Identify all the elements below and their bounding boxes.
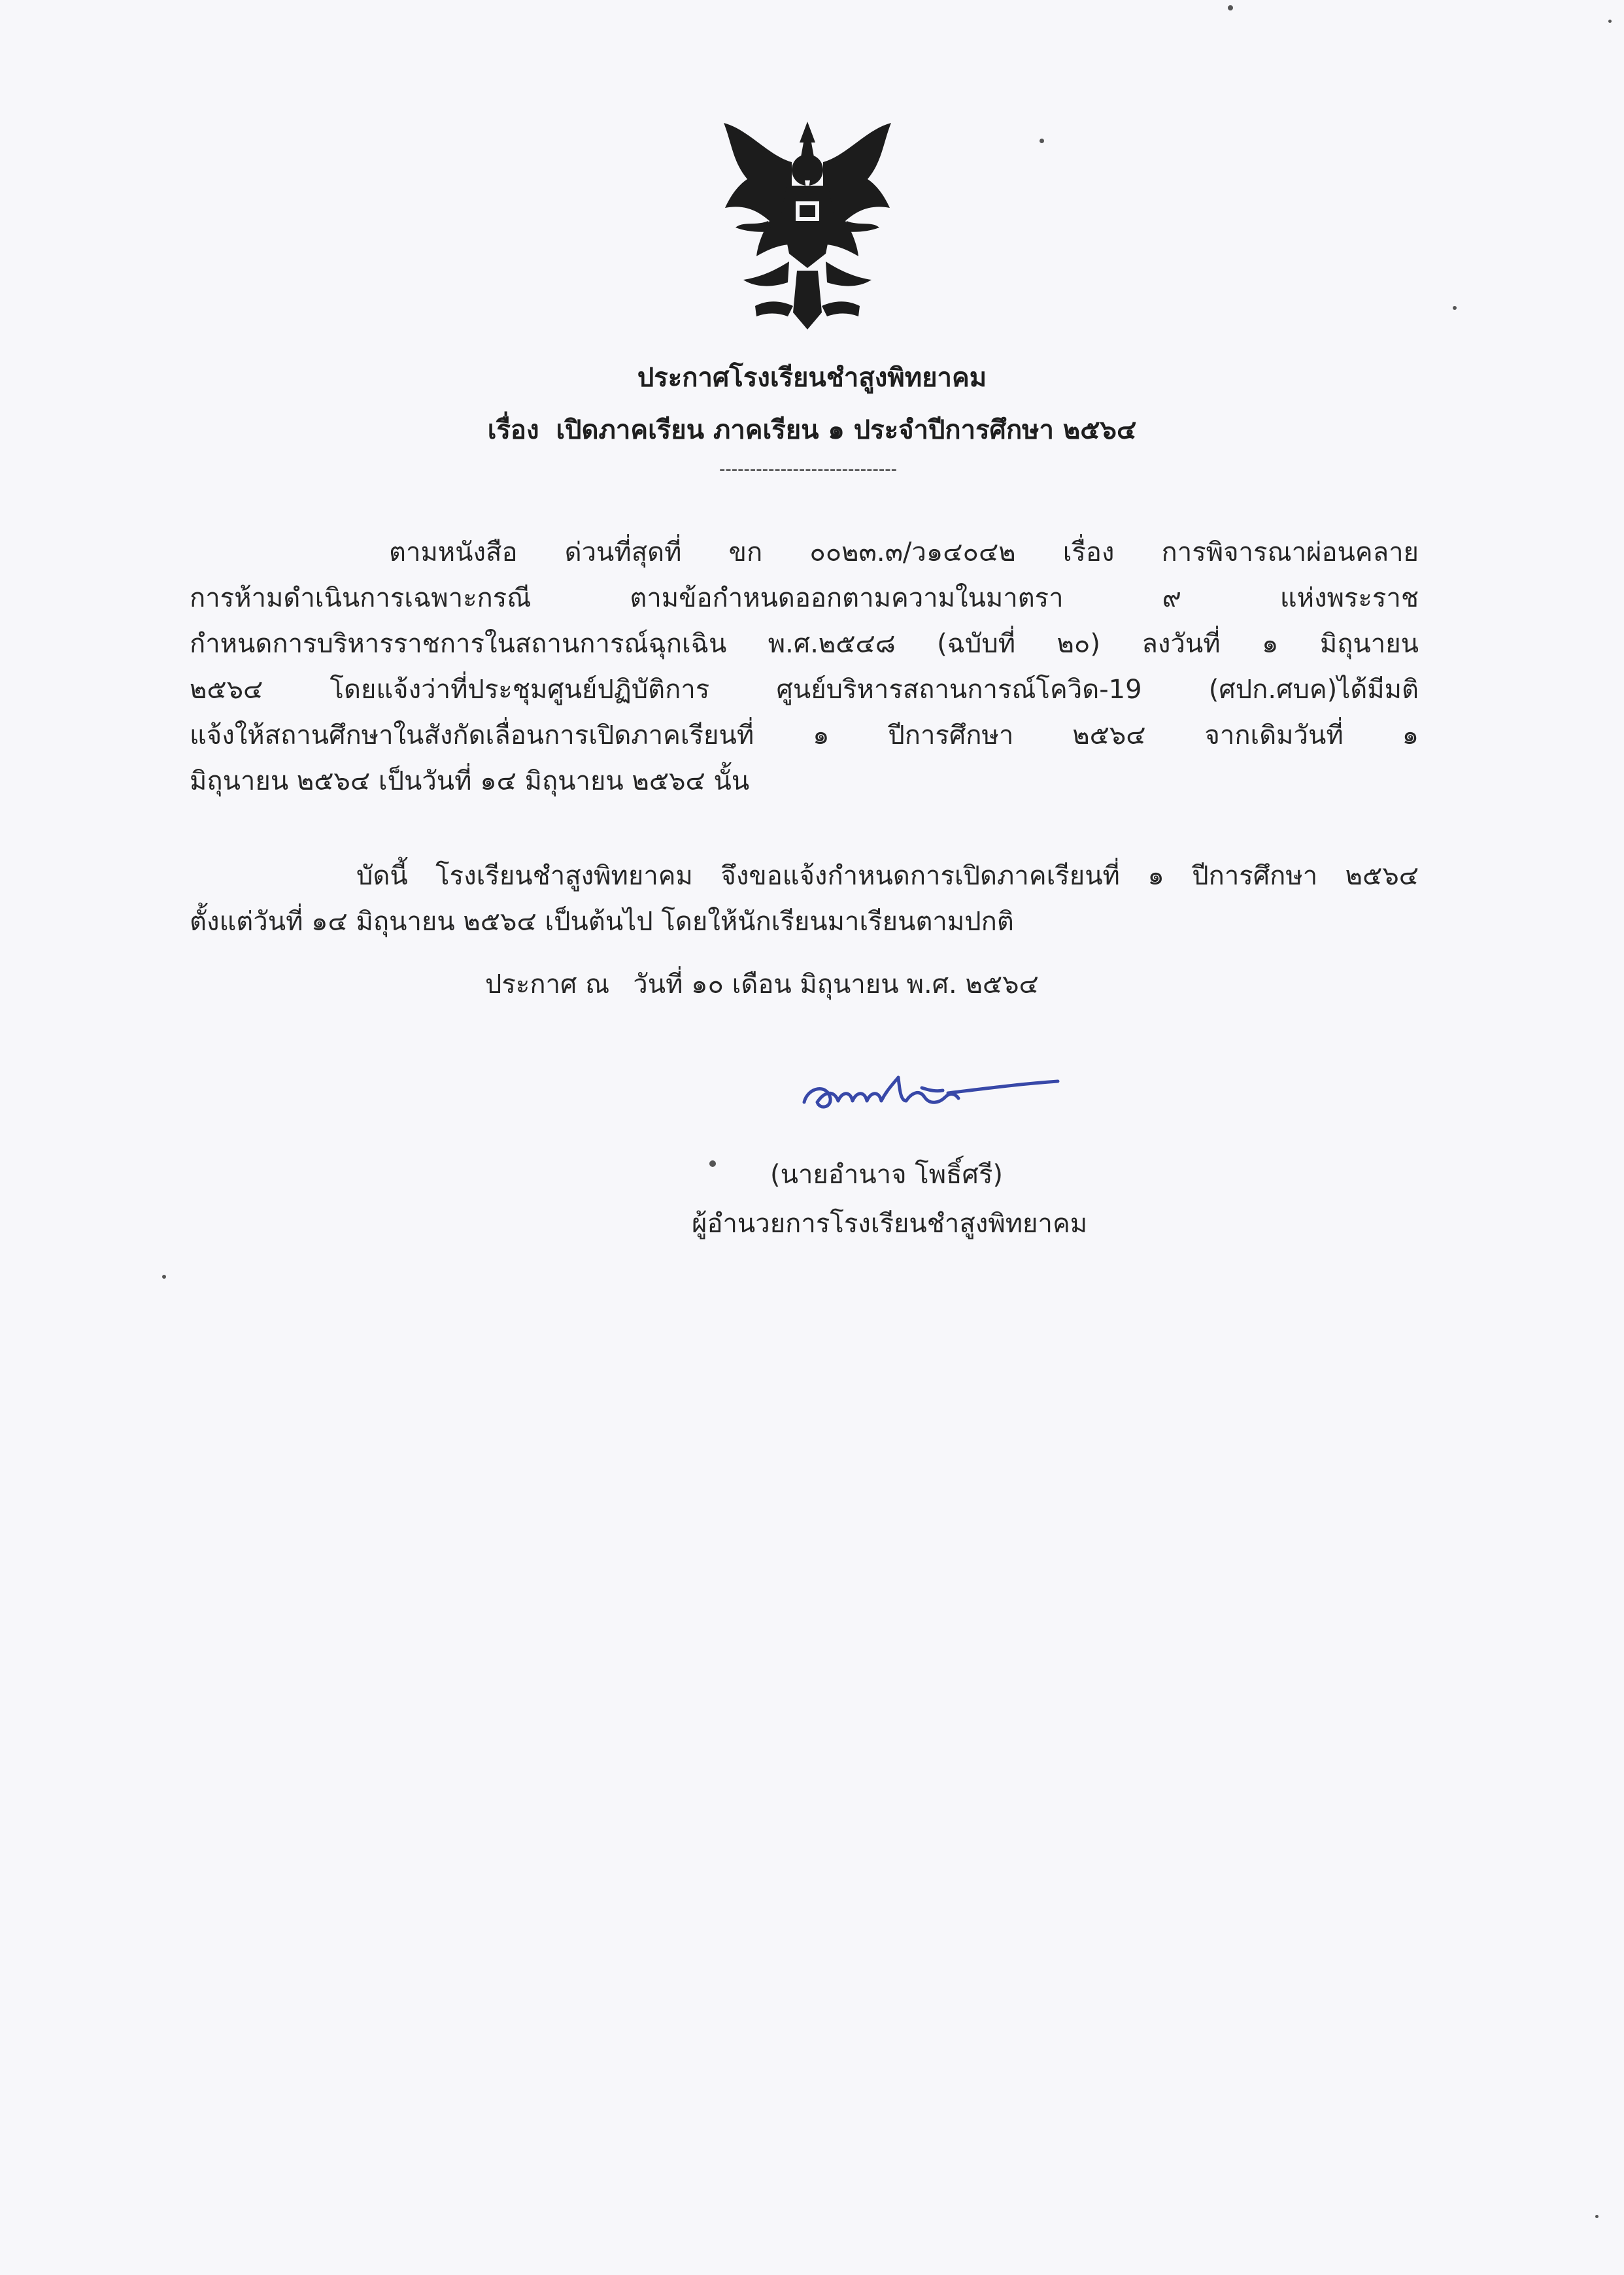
subject-label: เรื่อง [487, 415, 539, 445]
paragraph-1-line: กำหนดการบริหารราชการในสถานการณ์ฉุกเฉิน พ.ศ.๒๕๔๘ (ฉบับที่ ๒๐) ลงวันที่ ๑ มิถุนายน [190, 629, 1419, 659]
garuda-emblem-icon [709, 116, 905, 339]
handwritten-signature [791, 1064, 1066, 1123]
scan-speck [1040, 139, 1044, 143]
signer-position: ผู้อำนวยการโรงเรียนชำสูงพิทยาคม [692, 1209, 1088, 1239]
paragraph-1-line: มิถุนายน ๒๕๖๔ เป็นวันที่ ๑๔ มิถุนายน ๒๕๖๔ นั้น [190, 766, 750, 796]
announcement-title: ประกาศโรงเรียนชำสูงพิทยาคม [637, 363, 987, 393]
scan-speck [162, 1275, 166, 1279]
scan-speck [1608, 20, 1612, 23]
paragraph-1-line: ตามหนังสือ ด่วนที่สุดที่ ขก ๐๐๒๓.๓/ว๑๔๐๔๒ เรื่อง การพิจารณาผ่อนคลาย [389, 537, 1419, 567]
announcement-date-year: พ.ศ. ๒๕๖๔ [906, 969, 1039, 1000]
title-separator: ----------------------------- [719, 460, 898, 479]
paragraph-1-line: ๒๕๖๔ โดยแจ้งว่าที่ประชุมศูนย์ปฏิบัติการ ศูนย์บริหารสถานการณ์โควิด-19 (ศปก.ศบค)ได้มีมติ [190, 675, 1419, 705]
announcement-subject [0, 411, 1624, 450]
paragraph-1-line: แจ้งให้สถานศึกษาในสังกัดเลื่อนการเปิดภาคเรียนที่ ๑ ปีการศึกษา ๒๕๖๔ จากเดิมวันที่ ๑ [190, 720, 1419, 750]
signer-name: (นายอำนาจ โพธิ์ศรี) [770, 1160, 1004, 1190]
announcement-date-prefix: ประกาศ ณ [485, 969, 610, 1000]
scan-speck [1228, 5, 1233, 10]
scan-speck [709, 1160, 716, 1167]
announcement-date [485, 965, 1039, 1004]
scan-speck [1595, 2215, 1599, 2218]
paragraph-2-line: ตั้งแต่วันที่ ๑๔ มิถุนายน ๒๕๖๔ เป็นต้นไป โดยให้นักเรียนมาเรียนตามปกติ [190, 907, 1014, 937]
subject-text: เปิดภาคเรียน ภาคเรียน ๑ ประจำปีการศึกษา ๒๕๖๔ [556, 415, 1137, 445]
paragraph-2-line: บัดนี้ โรงเรียนชำสูงพิทยาคม จึงขอแจ้งกำหนดการเปิดภาคเรียนที่ ๑ ปีการศึกษา ๒๕๖๔ [356, 861, 1419, 891]
announcement-date-day: วันที่ ๑๐ เดือน มิถุนายน [633, 969, 899, 1000]
scan-speck [1453, 306, 1457, 310]
paragraph-1-line: การห้ามดำเนินการเฉพาะกรณี ตามข้อกำหนดออกตามความในมาตรา ๙ แห่งพระราช [190, 583, 1419, 613]
